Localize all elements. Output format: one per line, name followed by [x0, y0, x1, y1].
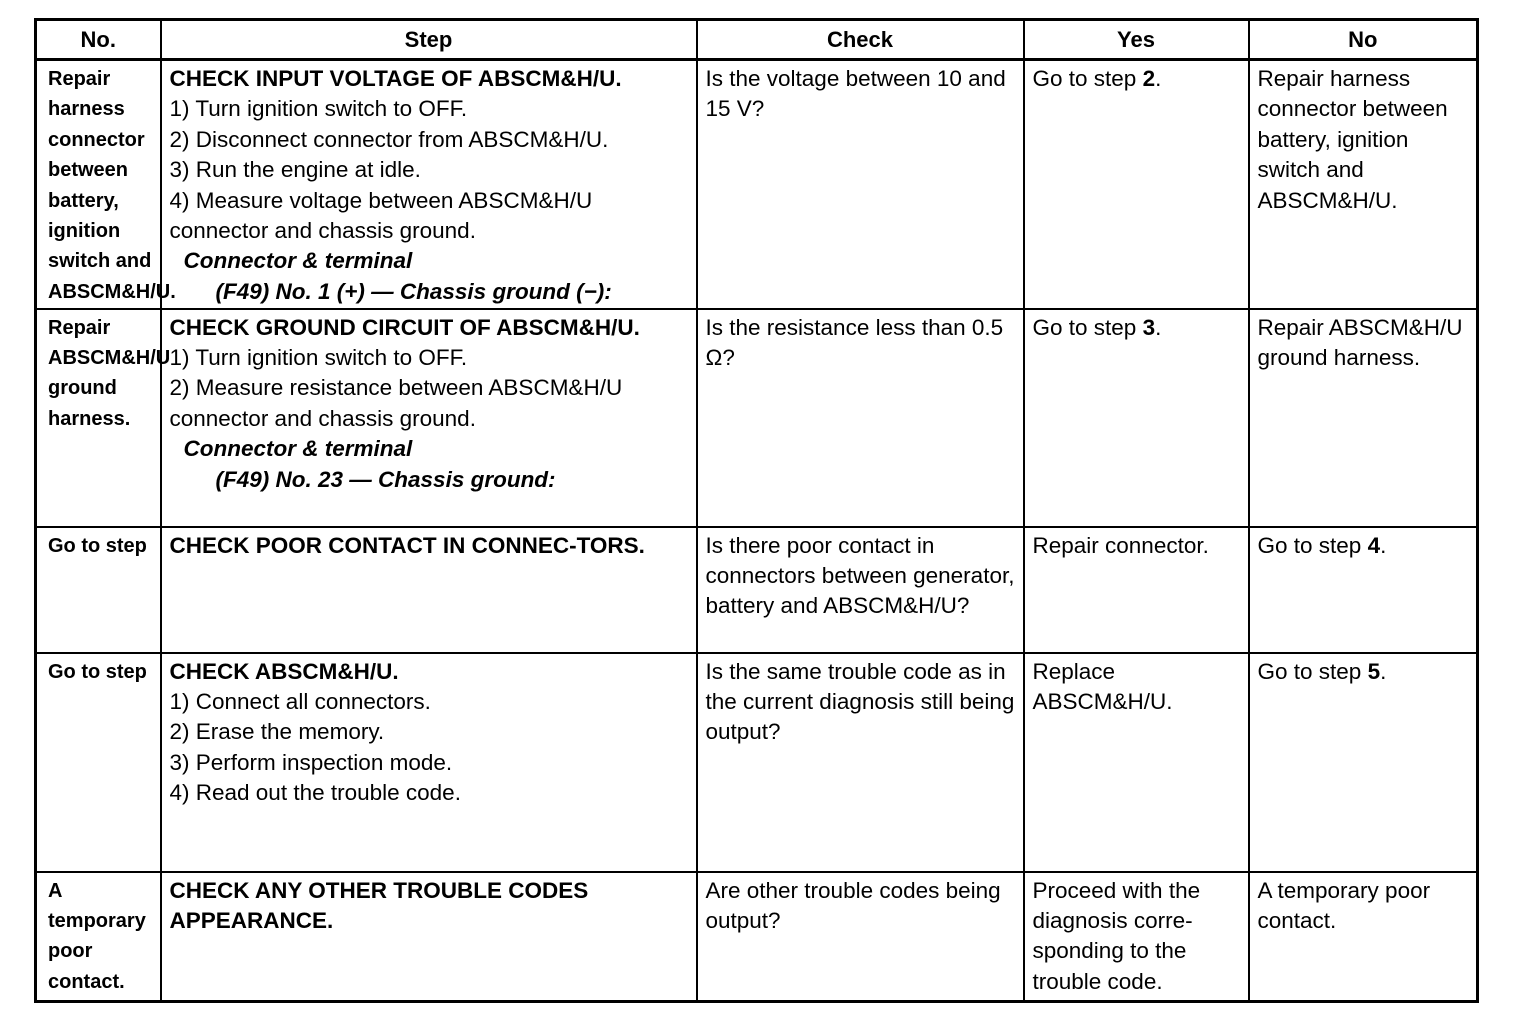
step-cell [161, 653, 697, 872]
step-number: Repair ABSCM&H/U ground harness. [36, 309, 161, 527]
step-instruction: 2) Disconnect connector from ABSCM&H/U. [169, 126, 609, 152]
step-number: Repair harness connector between battery, ignition switch and ABSCM&H/U. [36, 60, 161, 309]
diagnosis-table [34, 18, 1479, 1003]
step-instruction: 4) Read out the trouble code. [169, 780, 461, 806]
yes-cell: Proceed with the diagnosis corre-sponding to the trouble code. [1024, 872, 1249, 1002]
yes-text: Go to step [1032, 66, 1143, 91]
header-yes: Yes [1024, 20, 1249, 60]
connector-label: Connector & terminal [183, 248, 413, 274]
yes-cell: Repair connector. [1024, 527, 1249, 653]
header-check: Check [697, 20, 1024, 60]
step-instruction: 3) Perform inspection mode. [169, 749, 453, 775]
check-cell: Is the voltage between 10 and 15 V? [697, 60, 1024, 309]
no-text: Go to step [1257, 658, 1368, 684]
no-cell: Repair ABSCM&H/U ground harness. [1249, 309, 1478, 527]
step-title: CHECK ABSCM&H/U. [169, 658, 399, 684]
period: . [1155, 66, 1162, 91]
check-cell: Is there poor contact in connectors between generator, battery and ABSCM&H/U? [697, 527, 1024, 653]
header-no-answer: No [1249, 20, 1478, 60]
step-title: CHECK POOR CONTACT IN CONNEC-TORS. [169, 532, 645, 558]
check-cell: Is the resistance less than 0.5 Ω? [697, 309, 1024, 527]
step-number: A temporary poor contact. [36, 872, 161, 1002]
no-cell: A temporary poor contact. [1249, 872, 1478, 1002]
connector-terminal: (F49) No. 1 (+) — Chassis ground (−): [215, 278, 612, 304]
check-cell: Are other trouble codes being output? [697, 872, 1024, 1002]
header-row [36, 20, 1478, 60]
connector-terminal: (F49) No. 23 — Chassis ground: [215, 466, 556, 492]
yes-cell [1024, 309, 1249, 527]
step-instruction: 1) Turn ignition switch to OFF. [169, 344, 468, 370]
step-instruction: 2) Erase the memory. [169, 719, 385, 745]
connector-label: Connector & terminal [183, 436, 413, 462]
header-step: Step [161, 20, 697, 60]
step-instruction: 3) Run the engine at idle. [169, 157, 421, 183]
step-number: Go to step [36, 527, 161, 653]
step-instruction: 1) Turn ignition switch to OFF. [169, 96, 468, 122]
table-row [36, 527, 1478, 653]
step-cell [161, 60, 697, 309]
yes-text: Go to step [1032, 314, 1143, 340]
table-row [36, 60, 1478, 309]
step-ref: 2 [1142, 66, 1156, 91]
step-title: CHECK INPUT VOLTAGE OF ABSCM&H/U. [169, 66, 622, 91]
period: . [1155, 314, 1162, 340]
no-cell [1249, 527, 1478, 653]
step-instruction: 2) Measure resistance between ABSCM&H/U connector and chassis ground. [169, 375, 623, 431]
table-row [36, 872, 1478, 1002]
step-instruction: 4) Measure voltage between ABSCM&H/U connector and chassis ground. [169, 187, 593, 244]
yes-cell [1024, 60, 1249, 309]
period: . [1380, 532, 1387, 558]
header-no: No. [36, 20, 161, 60]
no-cell: Repair harness connector between battery, ignition switch and ABSCM&H/U. [1249, 60, 1478, 309]
step-cell [161, 872, 697, 1002]
step-instruction: 1) Connect all connectors. [169, 688, 431, 714]
table-row [36, 653, 1478, 872]
step-number: Go to step [36, 653, 161, 872]
step-title: CHECK ANY OTHER TROUBLE CODES APPEARANCE. [169, 877, 589, 933]
no-cell [1249, 653, 1478, 872]
step-cell [161, 527, 697, 653]
yes-cell: Replace ABSCM&H/U. [1024, 653, 1249, 872]
period: . [1380, 658, 1387, 684]
step-cell [161, 309, 697, 527]
step-ref: 4 [1367, 532, 1381, 558]
step-ref: 5 [1367, 658, 1381, 684]
step-title: CHECK GROUND CIRCUIT OF ABSCM&H/U. [169, 314, 640, 340]
check-cell: Is the same trouble code as in the current diagnosis still being output? [697, 653, 1024, 872]
step-ref: 3 [1142, 314, 1156, 340]
no-text: Go to step [1257, 532, 1368, 558]
table-row [36, 309, 1478, 527]
